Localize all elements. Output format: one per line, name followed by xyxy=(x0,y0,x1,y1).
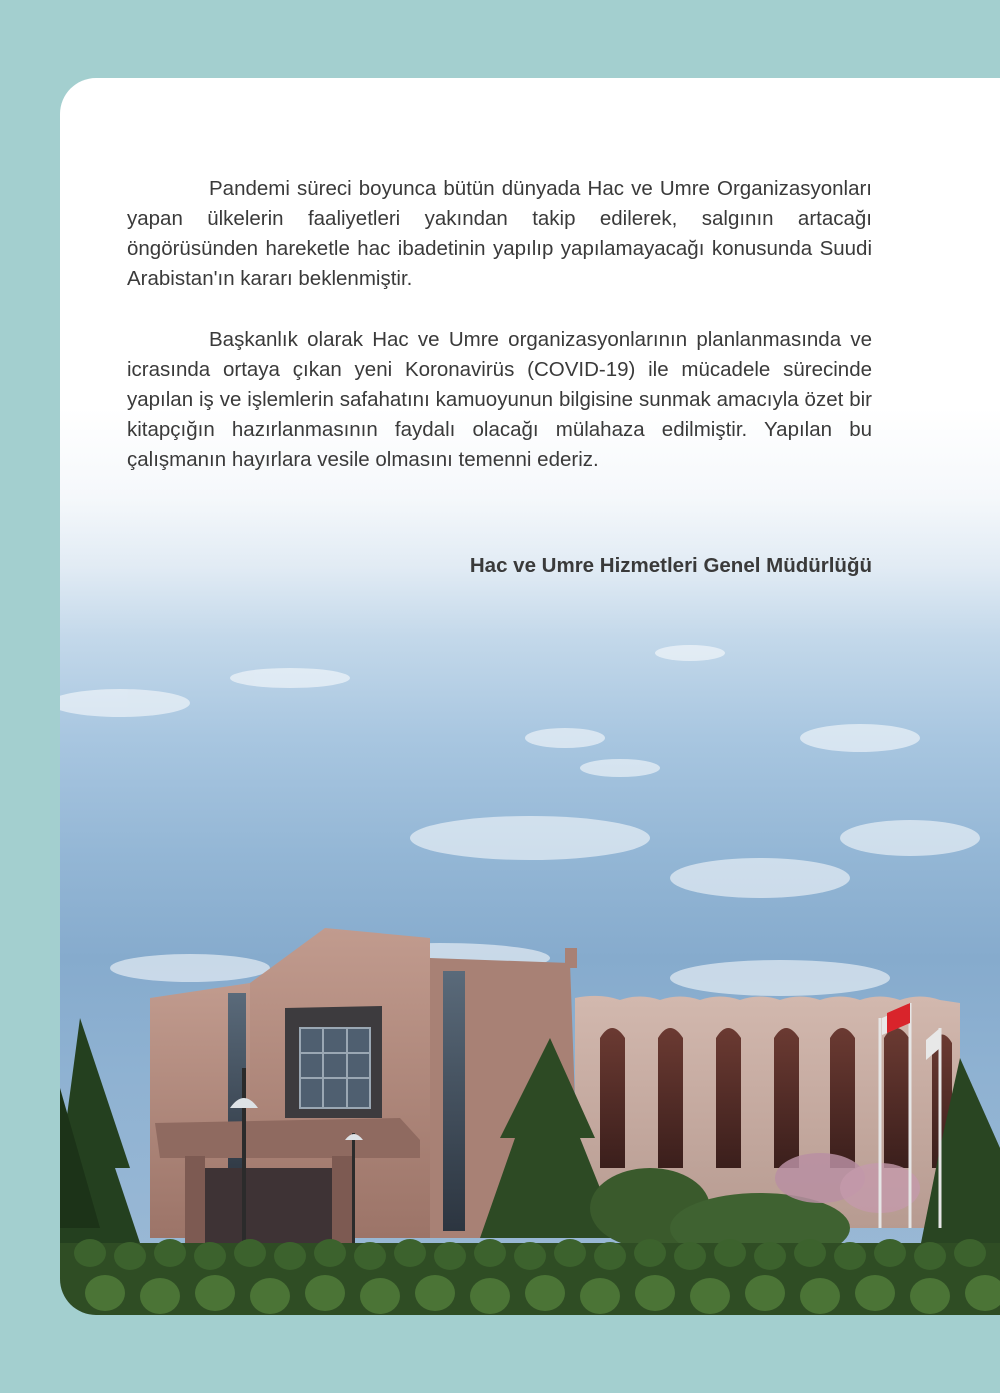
hedges xyxy=(60,1239,1000,1315)
signature: Hac ve Umre Hizmetleri Genel Müdürlüğü xyxy=(469,554,872,577)
paragraph-1 xyxy=(127,174,872,294)
clouds xyxy=(60,645,980,996)
page-card xyxy=(60,78,1000,1315)
paragraph-2 xyxy=(127,325,872,475)
paragraph-2-text: Başkanlık olarak Hac ve Umre organizasyonlarının planlanmasında ve icrasında ortaya çıkan yeni Koronavirüs (COVID-19) ile mücadele sürecinde yapılan iş ve işlemlerin safahatını kamuoyunun bilgisine sunmak amacıyla özet bir kitapçığın hazırlanmasının faydalı olacağı mülahaza edilmiştir. Yapılan bu çalışmanın hayırlara vesile olmasını temenni ederiz. xyxy=(127,328,872,471)
letter-body xyxy=(127,174,872,475)
paragraph-1-text: Pandemi süreci boyunca bütün dünyada Hac ve Umre Organizasyonları yapan ülkelerin faaliyetleri yakından takip edilerek, salgının artacağı öngörüsünden hareketle hac ibadetinin yapılıp yapılamayacağı konusunda Suudi Arabistan'ın kararı beklenmiştir. xyxy=(127,177,872,290)
